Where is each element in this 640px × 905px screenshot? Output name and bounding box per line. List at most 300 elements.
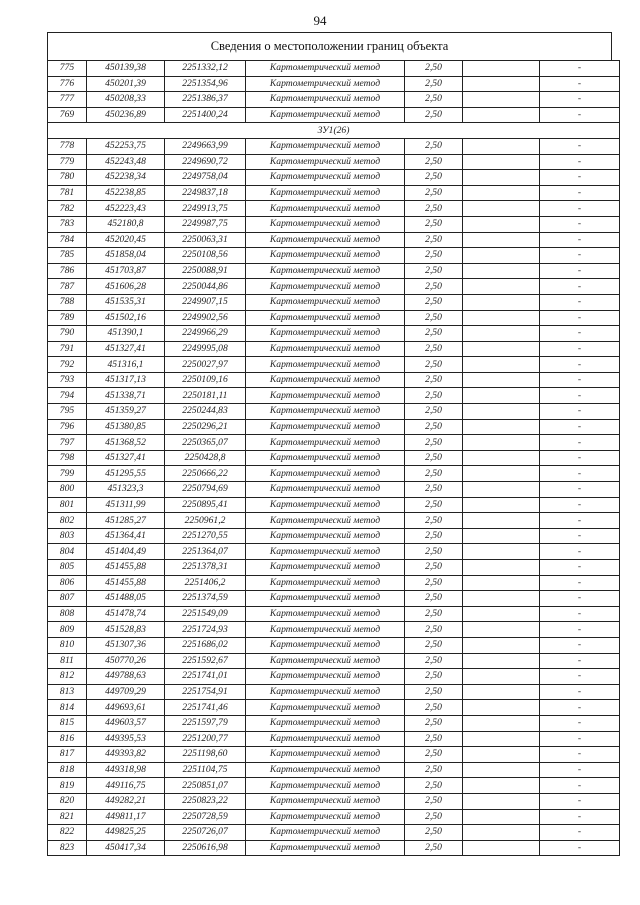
point-number-cell: 779 [48,154,87,170]
y-coordinate-cell: 2251592,67 [165,653,246,669]
section-header [48,123,620,139]
description-cell: - [540,185,620,201]
point-number-cell: 805 [48,560,87,576]
x-coordinate-cell: 450770,26 [87,653,165,669]
point-number-cell: 789 [48,310,87,326]
description-cell: - [540,138,620,154]
method-cell: Картометрический метод [246,294,405,310]
description-cell: - [540,715,620,731]
method-cell: Картометрический метод [246,637,405,653]
table-row [48,497,620,513]
section-row [48,123,620,139]
x-coordinate-cell: 451455,88 [87,560,165,576]
y-coordinate-cell: 2251374,59 [165,591,246,607]
table-row [48,248,620,264]
point-number-cell: 821 [48,809,87,825]
x-coordinate-cell: 451311,99 [87,497,165,513]
accuracy-cell: 2,50 [405,201,463,217]
method-cell: Картометрический метод [246,809,405,825]
table-row [48,637,620,653]
accuracy-cell: 2,50 [405,185,463,201]
table-row [48,216,620,232]
table-row [48,731,620,747]
empty-cell [463,840,540,856]
accuracy-cell: 2,50 [405,170,463,186]
description-cell: - [540,809,620,825]
y-coordinate-cell: 2251364,07 [165,544,246,560]
accuracy-cell: 2,50 [405,232,463,248]
description-cell: - [540,107,620,123]
table-row [48,606,620,622]
table-row [48,684,620,700]
accuracy-cell: 2,50 [405,76,463,92]
accuracy-cell: 2,50 [405,107,463,123]
description-cell: - [540,326,620,342]
point-number-cell: 782 [48,201,87,217]
y-coordinate-cell: 2249758,04 [165,170,246,186]
accuracy-cell: 2,50 [405,92,463,108]
y-coordinate-cell: 2249966,29 [165,326,246,342]
x-coordinate-cell: 450139,38 [87,61,165,77]
x-coordinate-cell: 451307,36 [87,637,165,653]
description-cell: - [540,263,620,279]
accuracy-cell: 2,50 [405,762,463,778]
empty-cell [463,357,540,373]
point-number-cell: 791 [48,341,87,357]
y-coordinate-cell: 2251400,24 [165,107,246,123]
y-coordinate-cell: 2251597,79 [165,715,246,731]
y-coordinate-cell: 2251406,2 [165,575,246,591]
y-coordinate-cell: 2250365,07 [165,435,246,451]
accuracy-cell: 2,50 [405,778,463,794]
description-cell: - [540,560,620,576]
x-coordinate-cell: 452020,45 [87,232,165,248]
point-number-cell: 815 [48,715,87,731]
empty-cell [463,793,540,809]
empty-cell [463,138,540,154]
table-row [48,809,620,825]
description-cell: - [540,310,620,326]
x-coordinate-cell: 450208,33 [87,92,165,108]
x-coordinate-cell: 449811,17 [87,809,165,825]
accuracy-cell: 2,50 [405,591,463,607]
method-cell: Картометрический метод [246,560,405,576]
description-cell: - [540,435,620,451]
method-cell: Картометрический метод [246,669,405,685]
x-coordinate-cell: 451535,31 [87,294,165,310]
point-number-cell: 816 [48,731,87,747]
description-cell: - [540,544,620,560]
y-coordinate-cell: 2250181,11 [165,388,246,404]
description-cell: - [540,482,620,498]
description-cell: - [540,778,620,794]
empty-cell [463,170,540,186]
x-coordinate-cell: 451390,1 [87,326,165,342]
y-coordinate-cell: 2251378,31 [165,560,246,576]
x-coordinate-cell: 449393,82 [87,747,165,763]
empty-cell [463,388,540,404]
x-coordinate-cell: 451327,41 [87,450,165,466]
empty-cell [463,185,540,201]
y-coordinate-cell: 2250027,97 [165,357,246,373]
table-row [48,185,620,201]
x-coordinate-cell: 451316,1 [87,357,165,373]
table-row [48,482,620,498]
empty-cell [463,622,540,638]
y-coordinate-cell: 2251386,37 [165,92,246,108]
point-number-cell: 794 [48,388,87,404]
table-row [48,450,620,466]
accuracy-cell: 2,50 [405,263,463,279]
accuracy-cell: 2,50 [405,747,463,763]
table-row [48,840,620,856]
point-number-cell: 797 [48,435,87,451]
point-number-cell: 790 [48,326,87,342]
method-cell: Картометрический метод [246,216,405,232]
accuracy-cell: 2,50 [405,450,463,466]
x-coordinate-cell: 451364,41 [87,528,165,544]
method-cell: Картометрический метод [246,825,405,841]
table-row [48,357,620,373]
x-coordinate-cell: 451323,3 [87,482,165,498]
y-coordinate-cell: 2251354,96 [165,76,246,92]
method-cell: Картометрический метод [246,372,405,388]
point-number-cell: 786 [48,263,87,279]
empty-cell [463,528,540,544]
description-cell: - [540,76,620,92]
description-cell: - [540,731,620,747]
empty-cell [463,482,540,498]
empty-cell [463,715,540,731]
accuracy-cell: 2,50 [405,700,463,716]
method-cell: Картометрический метод [246,778,405,794]
y-coordinate-cell: 2249837,18 [165,185,246,201]
table-row [48,154,620,170]
method-cell: Картометрический метод [246,544,405,560]
x-coordinate-cell: 451380,85 [87,419,165,435]
empty-cell [463,591,540,607]
method-cell: Картометрический метод [246,450,405,466]
method-cell: Картометрический метод [246,622,405,638]
description-cell: - [540,575,620,591]
empty-cell [463,216,540,232]
y-coordinate-cell: 2251741,01 [165,669,246,685]
accuracy-cell: 2,50 [405,216,463,232]
empty-cell [463,404,540,420]
description-cell: - [540,669,620,685]
point-number-cell: 776 [48,76,87,92]
method-cell: Картометрический метод [246,61,405,77]
accuracy-cell: 2,50 [405,482,463,498]
accuracy-cell: 2,50 [405,279,463,295]
accuracy-cell: 2,50 [405,419,463,435]
description-cell: - [540,450,620,466]
accuracy-cell: 2,50 [405,653,463,669]
point-number-cell: 793 [48,372,87,388]
point-number-cell: 810 [48,637,87,653]
point-number-cell: 796 [48,419,87,435]
method-cell: Картометрический метод [246,388,405,404]
accuracy-cell: 2,50 [405,513,463,529]
accuracy-cell: 2,50 [405,404,463,420]
accuracy-cell: 2,50 [405,372,463,388]
empty-cell [463,76,540,92]
point-number-cell: 778 [48,138,87,154]
x-coordinate-cell: 449825,25 [87,825,165,841]
method-cell: Картометрический метод [246,435,405,451]
empty-cell [463,107,540,123]
y-coordinate-cell: 2251104,75 [165,762,246,778]
description-cell: - [540,294,620,310]
method-cell: Картометрический метод [246,653,405,669]
point-number-cell: 783 [48,216,87,232]
method-cell: Картометрический метод [246,326,405,342]
boundary-table [47,32,612,856]
table-row [48,138,620,154]
method-cell: Картометрический метод [246,591,405,607]
description-cell: - [540,61,620,77]
description-cell: - [540,404,620,420]
point-number-cell: 802 [48,513,87,529]
x-coordinate-cell: 451359,27 [87,404,165,420]
y-coordinate-cell: 2250794,69 [165,482,246,498]
empty-cell [463,513,540,529]
table-row [48,435,620,451]
y-coordinate-cell: 2250728,59 [165,809,246,825]
table-row [48,263,620,279]
empty-cell [463,248,540,264]
empty-cell [463,279,540,295]
x-coordinate-cell: 450236,89 [87,107,165,123]
accuracy-cell: 2,50 [405,622,463,638]
empty-cell [463,326,540,342]
method-cell: Картометрический метод [246,154,405,170]
empty-cell [463,294,540,310]
table-row [48,560,620,576]
empty-cell [463,419,540,435]
y-coordinate-cell: 2251198,60 [165,747,246,763]
method-cell: Картометрический метод [246,107,405,123]
x-coordinate-cell: 452223,43 [87,201,165,217]
table-row [48,466,620,482]
empty-cell [463,809,540,825]
x-coordinate-cell: 449282,21 [87,793,165,809]
x-coordinate-cell: 451478,74 [87,606,165,622]
point-number-cell: 801 [48,497,87,513]
description-cell: - [540,497,620,513]
accuracy-cell: 2,50 [405,637,463,653]
empty-cell [463,575,540,591]
x-coordinate-cell: 451606,28 [87,279,165,295]
accuracy-cell: 2,50 [405,684,463,700]
empty-cell [463,825,540,841]
description-cell: - [540,170,620,186]
x-coordinate-cell: 451295,55 [87,466,165,482]
table-row [48,232,620,248]
description-cell: - [540,762,620,778]
y-coordinate-cell: 2250428,8 [165,450,246,466]
point-number-cell: 806 [48,575,87,591]
table-row [48,778,620,794]
point-number-cell: 822 [48,825,87,841]
point-number-cell: 785 [48,248,87,264]
x-coordinate-cell: 451502,16 [87,310,165,326]
method-cell: Картометрический метод [246,263,405,279]
y-coordinate-cell: 2251270,55 [165,528,246,544]
description-cell: - [540,216,620,232]
table-row [48,341,620,357]
method-cell: Картометрический метод [246,840,405,856]
method-cell: Картометрический метод [246,92,405,108]
point-number-cell: 784 [48,232,87,248]
accuracy-cell: 2,50 [405,809,463,825]
description-cell: - [540,279,620,295]
y-coordinate-cell: 2250666,22 [165,466,246,482]
point-number-cell: 769 [48,107,87,123]
page-number: 94 [313,13,327,28]
table-row [48,372,620,388]
y-coordinate-cell: 2249913,75 [165,201,246,217]
empty-cell [463,778,540,794]
empty-cell [463,747,540,763]
table-row [48,825,620,841]
empty-cell [463,435,540,451]
x-coordinate-cell: 451404,49 [87,544,165,560]
table-row [48,294,620,310]
accuracy-cell: 2,50 [405,669,463,685]
accuracy-cell: 2,50 [405,466,463,482]
accuracy-cell: 2,50 [405,388,463,404]
empty-cell [463,341,540,357]
table-row [48,513,620,529]
y-coordinate-cell: 2251200,77 [165,731,246,747]
point-number-cell: 809 [48,622,87,638]
description-cell: - [540,684,620,700]
description-cell: - [540,388,620,404]
method-cell: Картометрический метод [246,762,405,778]
y-coordinate-cell: 2250616,98 [165,840,246,856]
point-number-cell: 818 [48,762,87,778]
description-cell: - [540,653,620,669]
y-coordinate-cell: 2250044,86 [165,279,246,295]
x-coordinate-cell: 449709,29 [87,684,165,700]
point-number-cell: 798 [48,450,87,466]
empty-cell [463,606,540,622]
y-coordinate-cell: 2251724,93 [165,622,246,638]
point-number-cell: 819 [48,778,87,794]
table-row [48,575,620,591]
method-cell: Картометрический метод [246,341,405,357]
description-cell: - [540,154,620,170]
empty-cell [463,762,540,778]
table-row [48,310,620,326]
method-cell: Картометрический метод [246,76,405,92]
method-cell: Картометрический метод [246,575,405,591]
table-row [48,715,620,731]
point-number-cell: 781 [48,185,87,201]
accuracy-cell: 2,50 [405,435,463,451]
x-coordinate-cell: 451528,83 [87,622,165,638]
method-cell: Картометрический метод [246,357,405,373]
point-number-cell: 800 [48,482,87,498]
table-row [48,622,620,638]
x-coordinate-cell: 452253,75 [87,138,165,154]
description-cell: - [540,341,620,357]
description-cell: - [540,357,620,373]
accuracy-cell: 2,50 [405,61,463,77]
empty-cell [463,92,540,108]
table-row [48,528,620,544]
method-cell: Картометрический метод [246,232,405,248]
table-row [48,107,620,123]
point-number-cell: 814 [48,700,87,716]
description-cell: - [540,466,620,482]
y-coordinate-cell: 2251754,91 [165,684,246,700]
empty-cell [463,684,540,700]
description-cell: - [540,793,620,809]
y-coordinate-cell: 2250895,41 [165,497,246,513]
x-coordinate-cell: 451285,27 [87,513,165,529]
accuracy-cell: 2,50 [405,248,463,264]
method-cell: Картометрический метод [246,482,405,498]
y-coordinate-cell: 2249907,15 [165,294,246,310]
method-cell: Картометрический метод [246,684,405,700]
accuracy-cell: 2,50 [405,497,463,513]
x-coordinate-cell: 452243,48 [87,154,165,170]
method-cell: Картометрический метод [246,497,405,513]
accuracy-cell: 2,50 [405,357,463,373]
point-number-cell: 777 [48,92,87,108]
point-number-cell: 780 [48,170,87,186]
description-cell: - [540,419,620,435]
rows-top [48,61,620,123]
accuracy-cell: 2,50 [405,840,463,856]
table-row [48,201,620,217]
table-row [48,76,620,92]
point-number-cell: 812 [48,669,87,685]
x-coordinate-cell: 449693,61 [87,700,165,716]
description-cell: - [540,591,620,607]
description-cell: - [540,372,620,388]
table-row [48,762,620,778]
point-number-cell: 804 [48,544,87,560]
x-coordinate-cell: 450417,34 [87,840,165,856]
y-coordinate-cell: 2250961,2 [165,513,246,529]
method-cell: Картометрический метод [246,731,405,747]
point-number-cell: 817 [48,747,87,763]
description-cell: - [540,747,620,763]
method-cell: Картометрический метод [246,700,405,716]
accuracy-cell: 2,50 [405,528,463,544]
table-row [48,591,620,607]
accuracy-cell: 2,50 [405,731,463,747]
y-coordinate-cell: 2249995,08 [165,341,246,357]
description-cell: - [540,513,620,529]
point-number-cell: 787 [48,279,87,295]
empty-cell [463,700,540,716]
point-number-cell: 795 [48,404,87,420]
empty-cell [463,560,540,576]
description-cell: - [540,700,620,716]
table-row [48,404,620,420]
method-cell: Картометрический метод [246,606,405,622]
empty-cell [463,669,540,685]
point-number-cell: 808 [48,606,87,622]
description-cell: - [540,232,620,248]
accuracy-cell: 2,50 [405,793,463,809]
rows-main [48,138,620,855]
table-row [48,793,620,809]
